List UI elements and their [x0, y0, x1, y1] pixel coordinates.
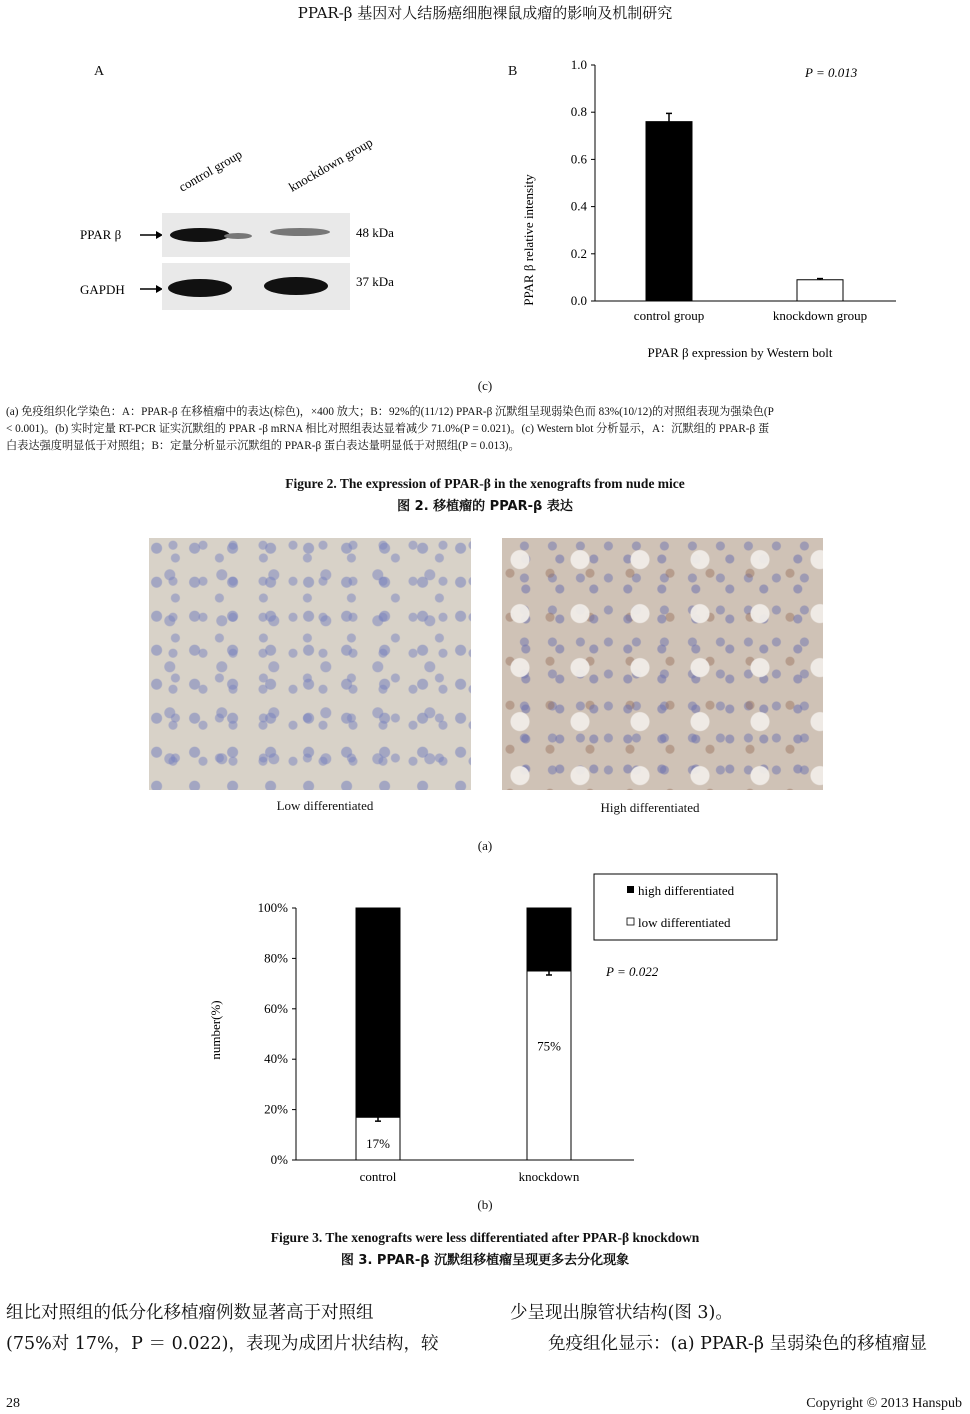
fig2-caption [6, 404, 968, 455]
blot-band-ppar-control-tail [224, 233, 252, 239]
gapdh-arrow-icon [156, 285, 163, 293]
legend-swatch-high [627, 886, 634, 893]
chart-b-ytick-label: 0.4 [570, 198, 587, 214]
chart-s-category-label: control [359, 1169, 397, 1184]
chart-s-ytick-label: 100% [257, 900, 288, 915]
lane-label-control: control group [176, 146, 245, 195]
fig3-title-cn: 图 3. PPAR-β 沉默组移植瘤呈现更多去分化现象 [340, 1253, 630, 1268]
chart-s-ytick-label: 80% [264, 950, 288, 966]
image-label-high: High differentiated [600, 800, 700, 815]
panel-label-a: A [94, 64, 105, 79]
western-blot [60, 100, 480, 330]
blot-band-gapdh-control [168, 279, 232, 297]
chart-s-data-label: 75% [537, 1038, 561, 1054]
fig2-caption-line1: (a) 免疫组织化学染色：A：PPAR-β 在移植瘤中的表达(棕色)，×400 放大；B：92%的(11/12) PPAR-β 沉默组呈现弱染色而 83%(10/12)的对照组表现为强染色(P [6, 406, 774, 418]
chart-s-ylabel: number(%) [208, 1000, 223, 1060]
chart-s-ytick-label: 60% [264, 1000, 288, 1016]
chart-b-ytick-label: 0.6 [570, 151, 587, 167]
chart-b-bar [797, 280, 843, 301]
body-left-line2: (75%对 17%，P ＝ 0.022)，表现为成团片状结构，较 [6, 1334, 439, 1354]
blot-row-gapdh-size: 37 kDa [356, 274, 394, 289]
chart-western-quant [500, 50, 920, 380]
chart-s-bar-high [527, 908, 571, 971]
chart-s-bar-low [527, 971, 571, 1160]
legend-label-low: low differentiated [638, 915, 731, 930]
chart-b-ytick-label: 1.0 [570, 57, 587, 72]
fig2-title-en: Figure 2. The expression of PPAR-β in the xenografts from nude mice [285, 476, 685, 491]
fig2-caption-line3: 白表达强度明显低于对照组；B：定量分析显示沉默组的 PPAR-β 蛋白表达量明显低于对照组(P = 0.013)。 [6, 440, 520, 452]
body-left-line1: 组比对照组的低分化移植瘤例数显著高于对照组 [6, 1303, 374, 1323]
running-header: PPAR-β 基因对人结肠癌细胞裸鼠成瘤的影响及机制研究 [297, 4, 673, 22]
blot-band-ppar-control [170, 228, 230, 242]
fig3-title-en: Figure 3. The xenografts were less differentiated after PPAR-β knockdown [270, 1230, 700, 1245]
chart-s-category-label: knockdown [518, 1169, 580, 1184]
panel-label-b: B [508, 64, 518, 79]
lane-label-knockdown: knockdown group [286, 134, 376, 195]
blot-row-ppar-label: PPAR β [80, 227, 122, 242]
chart-b-bar [646, 122, 692, 301]
micrograph-high-differentiated [502, 538, 823, 790]
fig3-sublabel-a: (a) [477, 838, 493, 853]
chart-s-ytick-label: 40% [264, 1051, 288, 1067]
fig2-sublabel-c: (c) [477, 378, 493, 393]
body-right-line1: 少呈现出腺管状结构(图 3)。 [510, 1303, 733, 1323]
chart-b-ylabel: PPAR β relative intensity [521, 174, 536, 306]
image-label-low: Low differentiated [276, 798, 374, 813]
chart-s-ytick-label: 0% [270, 1152, 288, 1167]
blot-row-gapdh-label: GAPDH [80, 282, 125, 297]
fig2-title-cn: 图 2. 移植瘤的 PPAR-β 表达 [397, 499, 573, 514]
legend-label-high: high differentiated [638, 883, 735, 898]
chart-b-category-label: control group [633, 308, 705, 323]
micrograph-low-differentiated [149, 538, 471, 790]
chart-b-p-value: P = 0.013 [805, 65, 858, 80]
chart-b-title: PPAR β expression by Western bolt [647, 345, 833, 360]
chart-s-p-value: P = 0.022 [606, 964, 659, 979]
chart-s-ytick-label: 20% [264, 1101, 288, 1117]
legend-swatch-low [627, 918, 634, 925]
chart-b-ytick-label: 0.0 [570, 293, 587, 308]
blot-band-ppar-knockdown [270, 228, 330, 236]
chart-b-ytick-label: 0.8 [570, 104, 587, 120]
fig2-caption-line2: < 0.001)。(b) 实时定量 RT-PCR 证实沉默组的 PPAR -β mRNA 相比对照组表达显着减少 71.0%(P = 0.021)。(c) Western blot 分析显示，A：沉默组的 PPAR-β 蛋 [6, 423, 770, 435]
page-number: 28 [6, 1396, 20, 1411]
body-right-line2: 免疫组化显示：(a) PPAR-β 呈弱染色的移植瘤显 [548, 1334, 928, 1354]
ppar-arrow-icon [156, 231, 163, 239]
blot-band-gapdh-knockdown [264, 277, 328, 295]
chart-b-category-label: knockdown group [772, 308, 868, 323]
copyright: Copyright © 2013 Hanspub [806, 1396, 962, 1411]
chart-differentiation [200, 868, 790, 1198]
blot-row-ppar-size: 48 kDa [356, 225, 394, 240]
chart-s-bar-high [356, 908, 400, 1117]
chart-b-ytick-label: 0.2 [570, 245, 587, 261]
fig3-sublabel-b: (b) [477, 1197, 493, 1212]
chart-s-data-label: 17% [366, 1136, 390, 1151]
